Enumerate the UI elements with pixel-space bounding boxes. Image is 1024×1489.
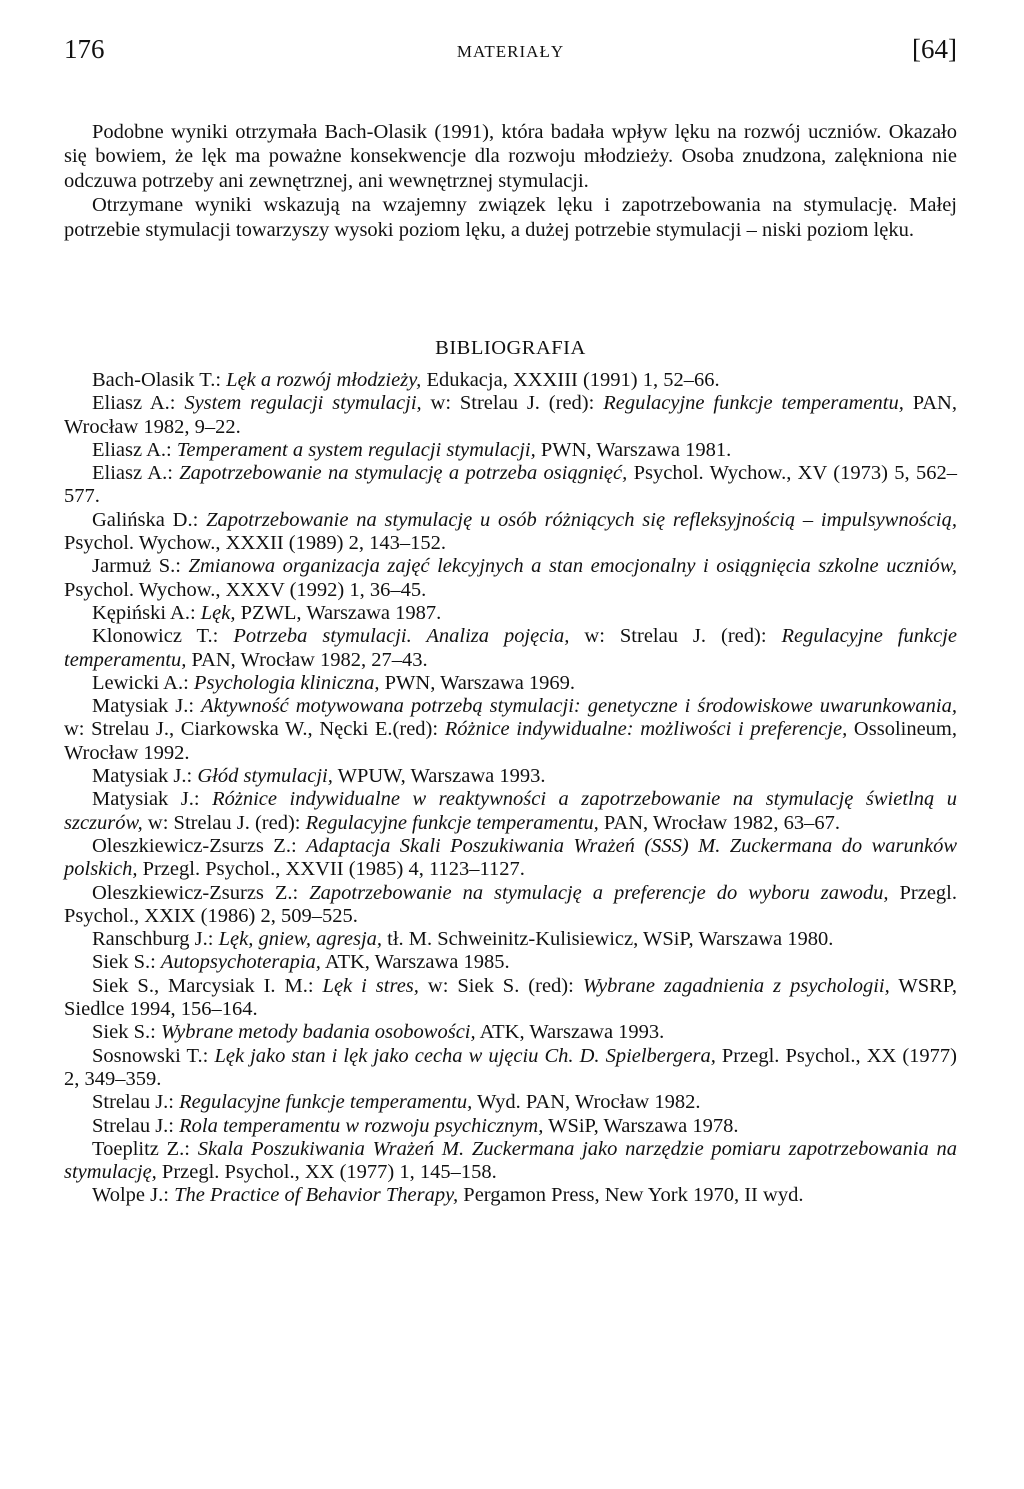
bibliography-heading: BIBLIOGRAFIA: [435, 337, 586, 359]
bibliography-entry: Eliasz A.: System regulacji stymulacji, w: Strelau J. (red): Regulacyjne funkcje temperamentu, PAN, Wrocław 1982, 9–22.: [64, 392, 957, 438]
bibliography-list: [64, 369, 957, 1208]
bibliography-entry: Sosnowski T.: Lęk jako stan i lęk jako cecha w ujęciu Ch. D. Spielbergera, Przegl. Psychol., XX (1977) 2, 349–359.: [64, 1044, 958, 1090]
bibliography-entry: Galińska D.: Zapotrzebowanie na stymulację u osób różniących się refleksyjnością – impulsywnością, Psychol. Wychow., XXXII (1989) 2, 143–152.: [64, 508, 958, 555]
body-text: [64, 120, 957, 242]
bibliography-entry: Oleszkiewicz-Zsurzs Z.: Adaptacja Skali Poszukiwania Wrażeń (SSS) M. Zuckermana do warunków polskich, Przegl. Psychol., XXVII (1985) 4, 1123–1127.: [64, 834, 957, 881]
bibliography-entry: Bach-Olasik T.: Lęk a rozwój młodzieży, Edukacja, XXXIII (1991) 1, 52–66.: [92, 369, 720, 391]
bibliography-entry: Ranschburg J.: Lęk, gniew, agresja, tł. M. Schweinitz-Kulisiewicz, WSiP, Warszawa 1980.: [92, 928, 834, 951]
bibliography-entry: Matysiak J.: Różnice indywidualne w reaktywności a zapotrzebowanie na stymulację świetlną u szczurów, w: Strelau J. (red): Regulacyjne funkcje temperamentu, PAN, Wrocław 1982, 63–67.: [64, 788, 957, 834]
bibliography-entry: Oleszkiewicz-Zsurzs Z.: Zapotrzebowanie na stymulację a preferencje do wyboru zawodu, Przegl. Psychol., XXIX (1986) 2, 509–525.: [64, 881, 957, 927]
bibliography-entry: Wolpe J.: The Practice of Behavior Therapy, Pergamon Press, New York 1970, II wyd.: [92, 1184, 804, 1207]
bibliography-entry: Jarmuż S.: Zmianowa organizacja zajęć lekcyjnych a stan emocjonalny i osiągnięcia szkolne uczniów, Psychol. Wychow., XXXV (1992) 1, 36–45.: [64, 555, 958, 601]
page-header: [64, 34, 957, 74]
paragraph: Otrzymane wyniki wskazują na wzajemny związek lęku i zapotrzebowania na stymulację. Małej potrzebie stymulacji towarzyszy wysoki poziom lęku, a dużej potrzebie stymulacji – niski poziom lęku.: [64, 194, 957, 241]
bibliography-entry: Klonowicz T.: Potrzeba stymulacji. Analiza pojęcia, w: Strelau J. (red): Regulacyjne funkcje temperamentu, PAN, Wrocław 1982, 27–43.: [64, 625, 957, 671]
section-number: [64]: [912, 34, 957, 64]
running-title: MATERIAŁY: [456, 42, 565, 61]
bibliography-entry: Lewicki A.: Psychologia kliniczna, PWN, Warszawa 1969.: [92, 671, 576, 694]
bibliography-entry: Eliasz A.: Zapotrzebowanie na stymulację a potrzeba osiągnięć, Psychol. Wychow., XV (1973) 5, 562–577.: [64, 462, 957, 508]
bibliography-entry: Siek S.: Wybrane metody badania osobowości, ATK, Warszawa 1993.: [92, 1021, 665, 1044]
bibliography-entry: Siek S., Marcysiak I. M.: Lęk i stres, w: Siek S. (red): Wybrane zagadnienia z psychologii, WSRP, Siedlce 1994, 156–164.: [64, 974, 958, 1021]
bibliography-entry: Matysiak J.: Aktywność motywowana potrzebą stymulacji: genetyczne i środowiskowe uwarunkowania, w: Strelau J., Ciarkowska W., Nęcki E.(red): Różnice indywidualne: możliwości i preferencje, Ossolineum, Wrocław 1992.: [64, 695, 958, 764]
bibliography-entry: Strelau J.: Rola temperamentu w rozwoju psychicznym, WSiP, Warszawa 1978.: [92, 1114, 739, 1137]
paragraph: Podobne wyniki otrzymała Bach-Olasik (1991), która badała wpływ lęku na rozwój uczniów. Okazało się bowiem, że lęk ma poważne konsekwencje dla rozwoju młodzieży. Osoba znudzona, zalękniona nie odczuwa potrzeby ani zewnętrznej, ani wewnętrznej stymulacji.: [64, 121, 957, 192]
bibliography-entry: Toeplitz Z.: Skala Poszukiwania Wrażeń M. Zuckermana jako narzędzie pomiaru zapotrzebowania na stymulację, Przegl. Psychol., XX (1977) 1, 145–158.: [64, 1137, 957, 1184]
page-number: 176: [64, 34, 105, 64]
bibliography-entry: Siek S.: Autopsychoterapia, ATK, Warszawa 1985.: [92, 951, 510, 974]
bibliography-entry: Strelau J.: Regulacyjne funkcje temperamentu, Wyd. PAN, Wrocław 1982.: [92, 1091, 701, 1114]
bibliography-entry: Eliasz A.: Temperament a system regulacji stymulacji, PWN, Warszawa 1981.: [92, 438, 732, 461]
bibliography-entry: Matysiak J.: Głód stymulacji, WPUW, Warszawa 1993.: [92, 765, 546, 788]
bibliography-entry: Kępiński A.: Lęk, PZWL, Warszawa 1987.: [92, 601, 442, 624]
